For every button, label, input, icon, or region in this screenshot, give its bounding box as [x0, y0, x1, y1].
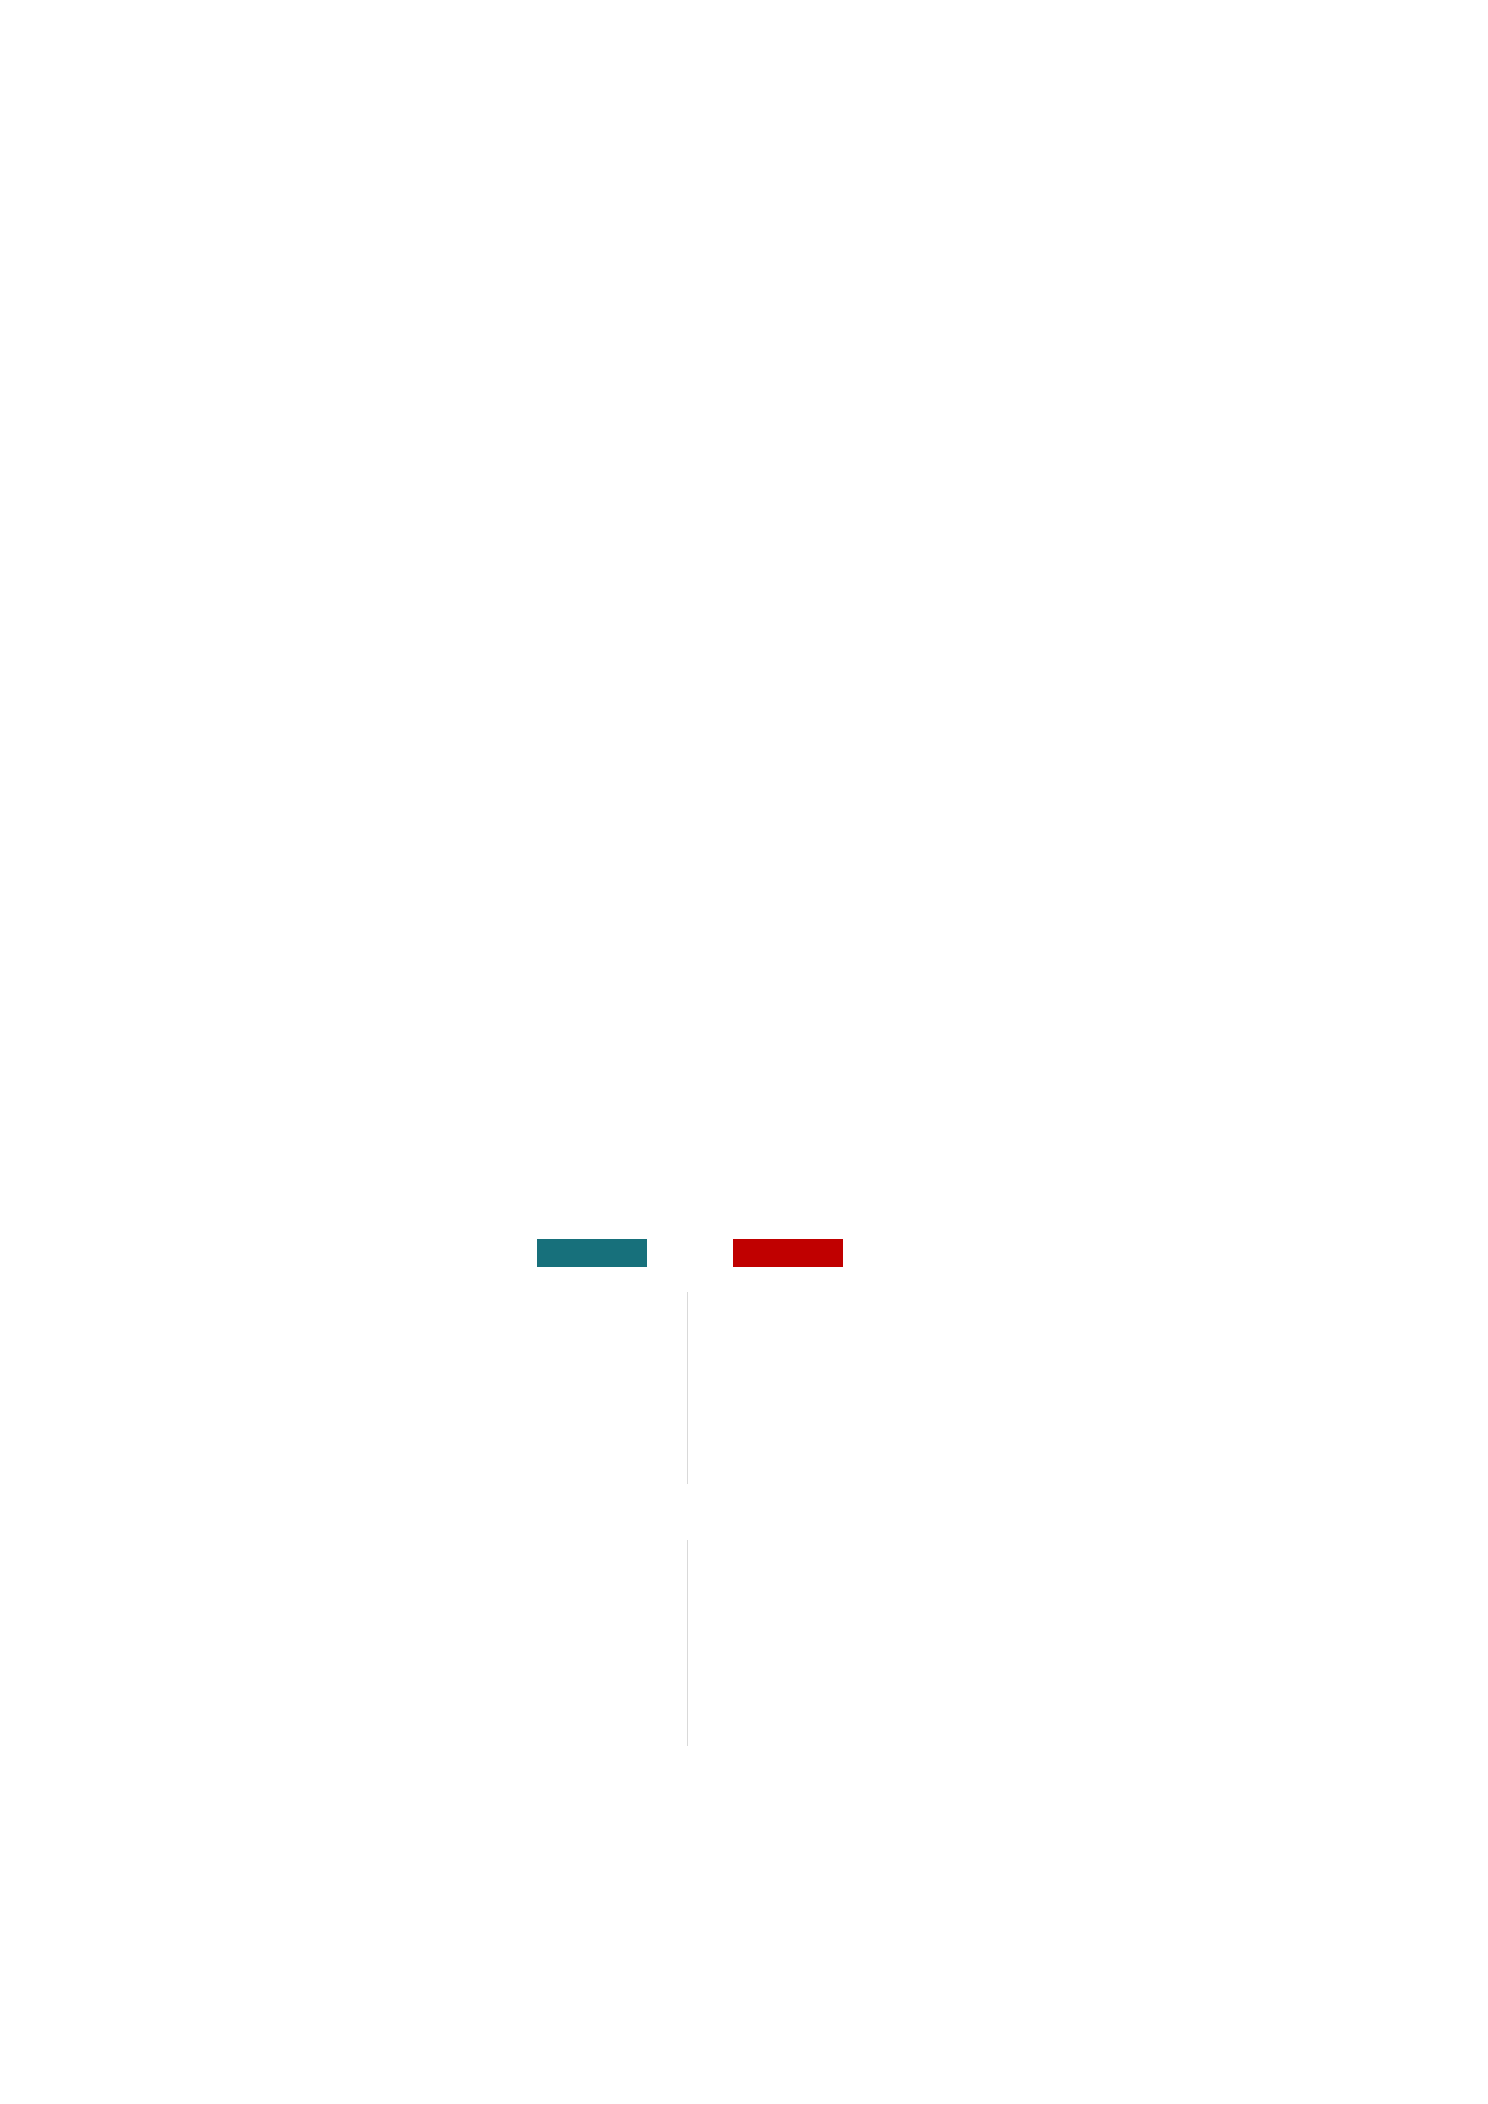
- center-axis-line: [687, 1292, 688, 1484]
- chart1-title: [168, 583, 958, 603]
- chart2-title: [168, 796, 958, 816]
- chart1-legend: [168, 768, 958, 788]
- tornado-chart: [330, 1232, 1170, 1780]
- center-axis-line: [687, 1540, 688, 1746]
- inventory-chart: [168, 816, 958, 938]
- chart2-legend: [168, 943, 958, 963]
- price-axis: [330, 1753, 1170, 1771]
- legend-2021: [537, 1239, 647, 1267]
- area-axis: [330, 1489, 1170, 1507]
- supply-sales-price-chart: [168, 603, 958, 763]
- legend-2022: [733, 1239, 843, 1267]
- charts-column: [168, 583, 958, 963]
